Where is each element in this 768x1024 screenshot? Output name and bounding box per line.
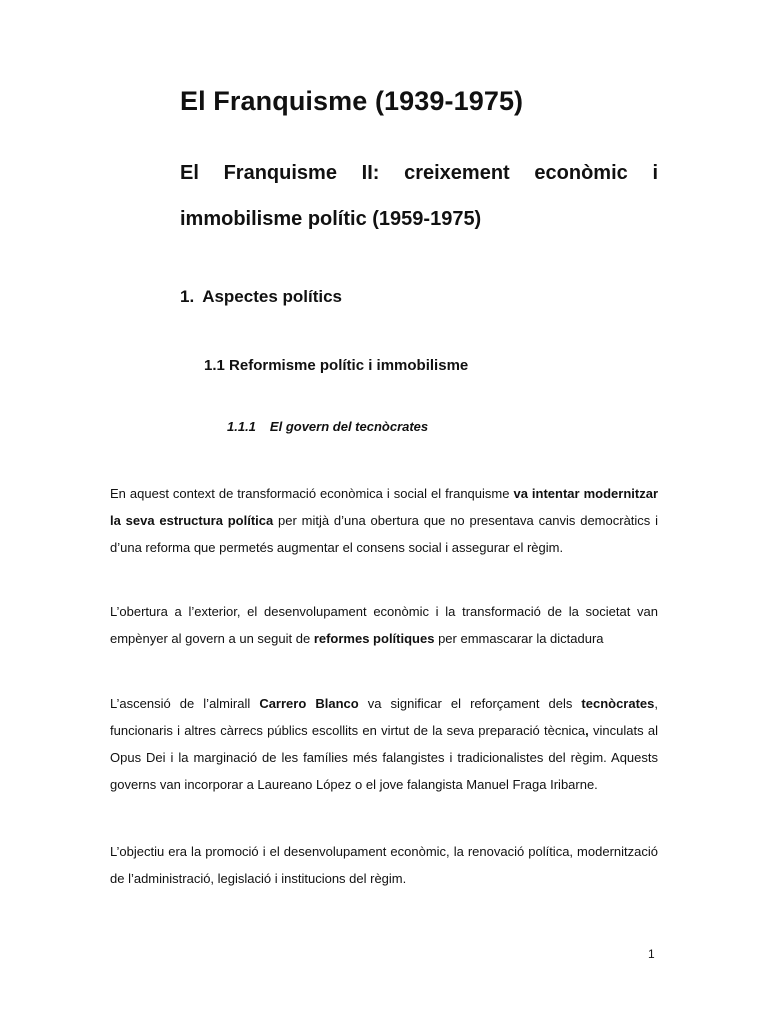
paragraph-text: L’ascensió de l’almirall [110, 696, 260, 711]
section-title: Aspectes polítics [202, 287, 343, 306]
section-heading [180, 287, 342, 307]
paragraph-text: va significar el reforçament dels [358, 696, 582, 711]
bold-text: , [585, 723, 589, 738]
bold-text: va intentar modernitzar la seva estructura política [110, 486, 658, 528]
paragraph-4 [110, 838, 658, 892]
section-number: 1. [180, 287, 195, 306]
bold-text: tecnòcrates [581, 696, 655, 711]
paragraph-3 [110, 690, 658, 798]
document-title: El Franquisme (1939-1975) [180, 86, 524, 116]
paragraph-text: En aquest context de transformació econòmica i social el franquisme [110, 486, 514, 501]
subsubsection-heading [227, 419, 428, 434]
bold-text: Carrero Blanco [259, 696, 359, 711]
paragraph-text: vinculats al Opus Dei i la marginació de les famílies més falangistes i tradicionalistes del règim. Aquests governs van incorporar a Laureano López o el jove falangista Manuel Fraga Iribarne. [110, 723, 658, 792]
page-number: 1 [648, 947, 655, 961]
paragraph-1 [110, 480, 658, 561]
paragraph-text: L’obertura a l’exterior, el desenvolupament econòmic i la transformació de la societat van empènyer al govern a un seguit de [110, 604, 658, 646]
subsubsection-title: El govern del tecnòcrates [269, 419, 429, 434]
subsection-heading: 1.1 Reformisme polític i immobilisme [204, 357, 469, 374]
paragraph-text: L’objectiu era la promoció i el desenvolupament econòmic, la renovació política, modernització de l’administració, legislació i institucions del règim. [110, 844, 658, 886]
paragraph-2 [110, 598, 658, 652]
paragraph-text: per emmascarar la dictadura [434, 631, 604, 646]
paragraph-text: per mitjà d’una obertura que no presentava canvis democràtics i d’una reforma que permetés augmentar el consens social i assegurar el règim. [110, 513, 658, 555]
paragraph-text: , funcionaris i altres càrrecs públics escollits en virtut de la seva preparació tècnica [110, 696, 659, 738]
document-subtitle: El Franquisme II: creixement econòmic i immobilisme polític (1959-1975) [180, 162, 658, 230]
bold-text: reformes polítiques [313, 631, 435, 646]
subsubsection-number: 1.1.1 [227, 419, 256, 434]
